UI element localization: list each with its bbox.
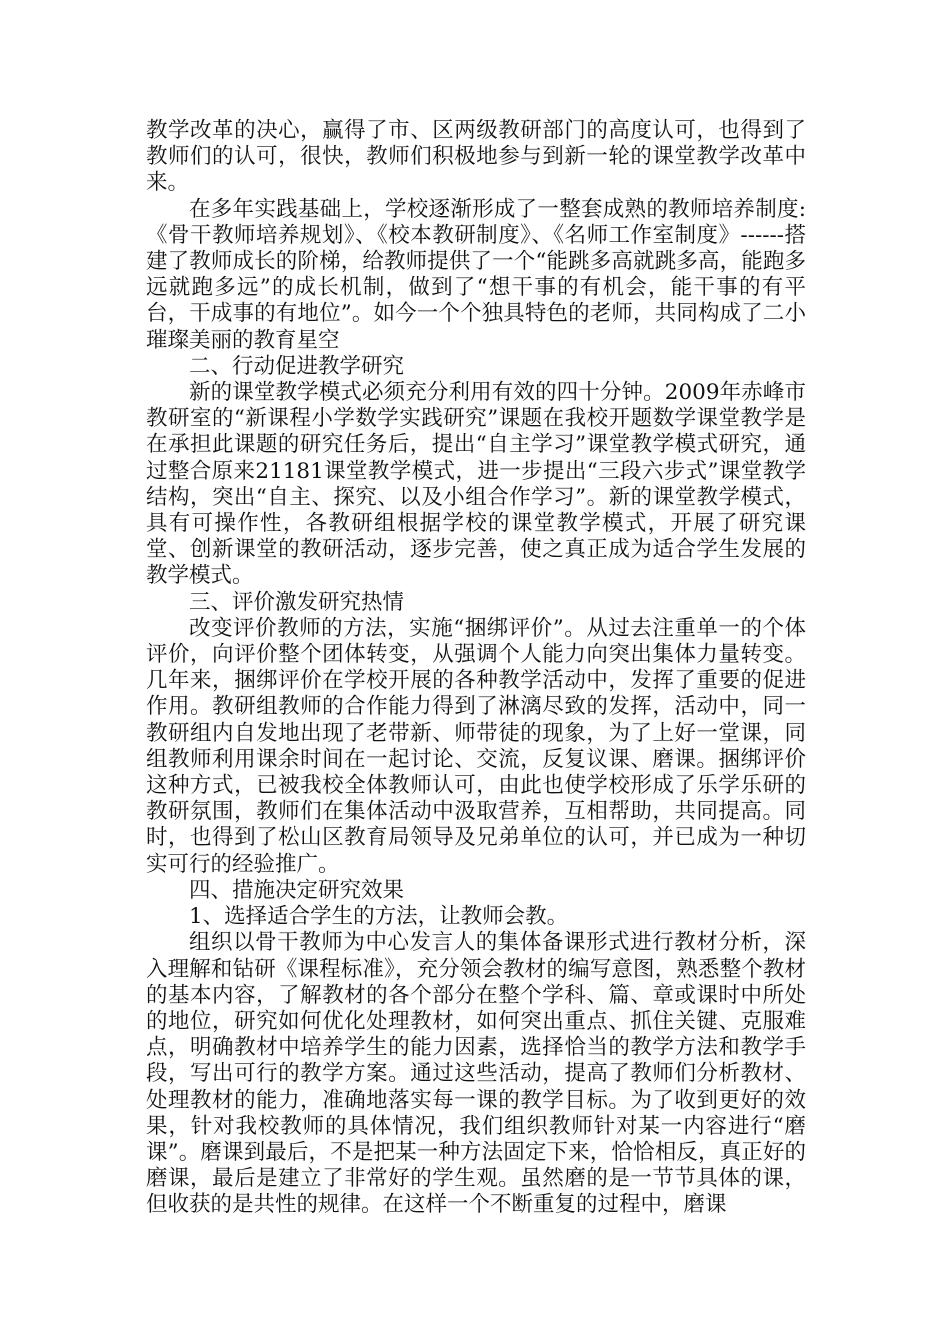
paragraph-evaluation: 改变评价教师的方法，实施“捆绑评价”。从过去注重单一的个体评价，向评价整个团体转变，从强调个人能力向突出集体力量转变。几年来，捆绑评价在学校开展的各种教学活动中，发挥了重要的促进作用。教研组教师的合作能力得到了淋漓尽致的发挥，活动中，同一教研组内自发地出现了老带新、师带徒的现象，为了上好一堂课，同组教师利用课余时间在一起讨论、交流，反复议课、磨课。捆绑评价这种方式，已被我校全体教师认可，由此也使学校形成了乐学乐研的教研氛围，教师们在集体活动中汲取营养，互相帮助，共同提高。同时，也得到了松山区教育局领导及兄弟单位的认可，并已成为一种切实可行的经验推广。 — [146, 615, 806, 877]
paragraph-training-system: 在多年实践基础上，学校逐渐形成了一整套成熟的教师培养制度:《骨干教师培养规划》、《校本教研制度》、《名师工作室制度》------搭建了教师成长的阶梯，给教师提供了一个“能跳多高就跳多高，能跑多远就跑多远”的成长机制，做到了“想干事的有机会，能干事的有平台，干成事的有地位”。如今一个个独具特色的老师，共同构成了二小璀璨美丽的教育星空 — [146, 196, 806, 353]
paragraph-teaching-model: 新的课堂教学模式必须充分利用有效的四十分钟。2009年赤峰市教研室的“新课程小学数学实践研究”课题在我校开题数学课堂教学是在承担此课题的研究任务后，提出“自主学习”课堂教学模式研究，通过整合原来21181课堂教学模式，进一步提出“三段六步式”课堂教学结构，突出“自主、探究、以及小组合作学习”。新的课堂教学模式，具有可操作性，各教研组根据学校的课堂教学模式，开展了研究课堂、创新课堂的教研活动，逐步完善，使之真正成为适合学生发展的教学模式。 — [146, 380, 806, 589]
section-heading-2: 二、行动促进教学研究 — [189, 353, 405, 379]
section-heading-4: 四、措施决定研究效果 — [189, 877, 405, 903]
section-heading-3: 三、评价激发研究热情 — [189, 589, 405, 615]
document-page — [146, 118, 806, 1219]
paragraph-lesson-preparation: 组织以骨干教师为中心发言人的集体备课形式进行教材分析，深入理解和钻研《课程标准》，充分领会教材的编写意图，熟悉整个教材的基本内容，了解教材的各个部分在整个学科、篇、章或课时中所处的地位，研究如何优化处理教材，如何突出重点、抓住关键、克服难点，明确教材中培养学生的能力因素，选择恰当的教学方法和教学手段，写出可行的教学方案。通过这些活动，提高了教师们分析教材、处理教材的能力，准确地落实每一课的教学目标。为了收到更好的效果，针对我校教师的具体情况，我们组织教师针对某一内容进行“磨课”。磨课到最后，不是把某一种方法固定下来，恰恰相反，真正好的磨课，最后是建立了非常好的学生观。虽然磨的是一节节具体的课，但收获的是共性的规律。在这样一个不断重复的过程中，磨课 — [146, 930, 806, 1218]
subsection-heading-1: 1、选择适合学生的方法，让教师会教。 — [189, 904, 569, 930]
paragraph-intro: 教学改革的决心，赢得了市、区两级教研部门的高度认可，也得到了教师们的认可，很快，教师们积极地参与到新一轮的课堂教学改革中来。 — [146, 118, 806, 196]
